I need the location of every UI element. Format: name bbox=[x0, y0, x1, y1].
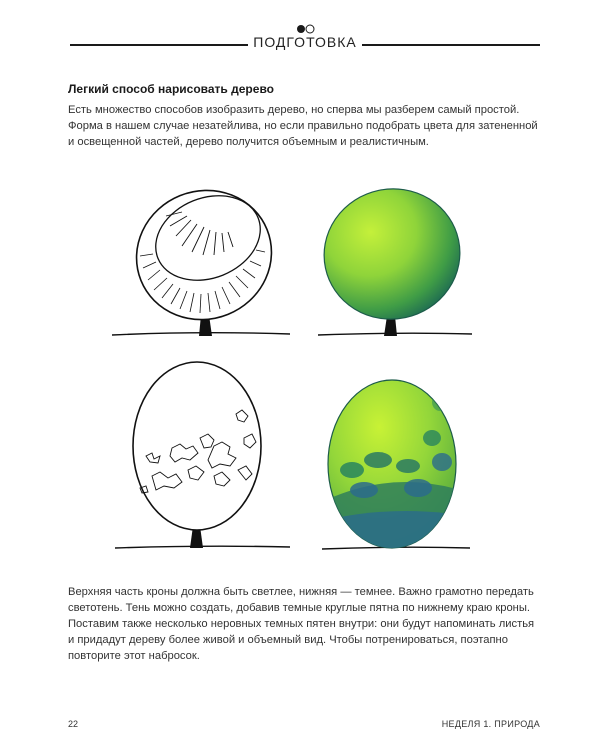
outro-paragraph: Верхняя часть кроны должна быть светлее, нижняя — темнее. Важно грамотно передать светотень. Тень можно создать, добавив темные круглые пятна по нижнему краю кроны. Поставим также несколько неровных темных пятен внутри: они будут напоминать листья и придадут дереву более живой и объемный вид. Чтобы потренироваться, поэтапно повторите этот набросок. bbox=[68, 586, 535, 662]
tree-sketch-hatched bbox=[117, 170, 291, 340]
running-footer: НЕДЕЛЯ 1. ПРИРОДА bbox=[441, 719, 540, 729]
section-heading: Легкий способ нарисовать дерево bbox=[68, 82, 274, 96]
tree-illustrations bbox=[0, 170, 600, 560]
tree-spotted-colored bbox=[326, 380, 460, 560]
page-header bbox=[0, 0, 600, 70]
page-number: 22 bbox=[68, 719, 79, 729]
header-rule-right bbox=[362, 44, 540, 46]
header-rule-left bbox=[70, 44, 248, 46]
tree-sketch-spots bbox=[133, 362, 261, 548]
tree-gradient-colored bbox=[312, 176, 472, 336]
header-ornament-icon bbox=[296, 24, 316, 34]
intro-paragraph: Есть множество способов изобразить дерево, но сперва мы разберем самый простой. Форма в нашем случае незатейлива, но если правильно подобрать цвета для затененной и освещенной частей, дерево получится объемным и реалистичным. bbox=[68, 104, 538, 148]
page-section-title: ПОДГОТОВКА bbox=[253, 34, 357, 50]
